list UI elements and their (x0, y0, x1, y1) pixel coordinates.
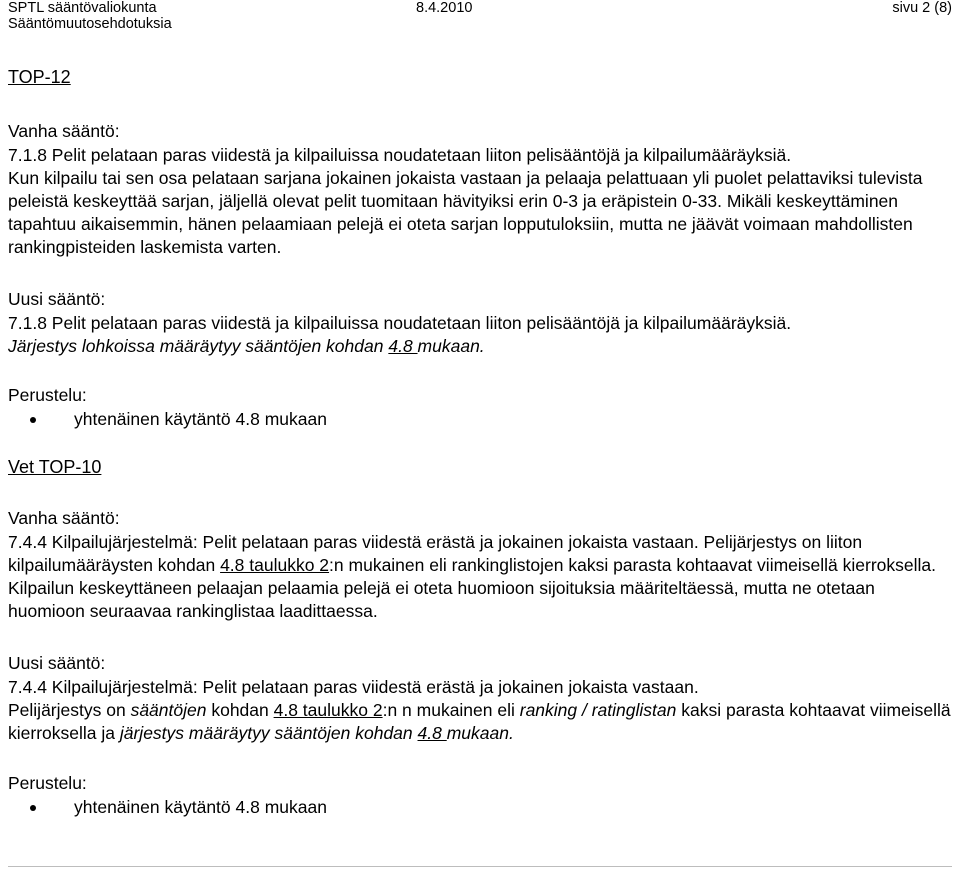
section1-reason-label: Perustelu: (8, 385, 87, 405)
section2-new-italic-4: mukaan. (446, 723, 514, 743)
section2-new-text-a: Pelijärjestys on (8, 700, 131, 720)
section2-old-text-b: :n mukainen eli rankinglistojen kaksi parasta kohtaavat viimeisellä kierroksella. Kilpailun keskeyttäneen pelaajan pelaamia pelejä ei oteta huomioon sijoituksia määriteltäessä, mutta ne otetaan huomioon seuraavaa rankinglistaa laadittaessa. (8, 555, 937, 621)
section1-title: TOP-12 (8, 67, 71, 87)
section1-old-para2: Kun kilpailu tai sen osa pelataan sarjana jokainen jokaista vastaan ja pelaaja pelattuaan yli puolet pelattaviksi tulevista peleistä keskeyttää sarjan, jäljellä olevat pelit tuomitaan hävityiksi erin 0-3 ja eräpistein 0-33. Mikäli keskeyttäminen tapahtuu aikaisemmin, hänen pelaamiaan pelejä ei oteta sarjan lopputuloksiin, mutta ne jäävät voimaan mahdollisten rankingpisteiden laskemista varten. (8, 168, 923, 257)
section1-new-line2 (8, 335, 954, 358)
section1-new-line1: 7.1.8 Pelit pelataan paras viidestä ja kilpailuissa noudatetaan liiton pelisääntöjä ja kilpailumääräyksiä. (8, 313, 792, 333)
section2-rule-reference-link[interactable]: 4.8 (417, 723, 447, 743)
section2-old-table-link[interactable]: 4.8 taulukko 2 (220, 555, 330, 575)
section1-new-rule (8, 312, 954, 358)
section2-new-text-c: :n n mukainen eli (382, 700, 520, 720)
section2-new-italic-2: ranking / ratinglistan (519, 700, 677, 720)
section2-new-text-d: kaksi parasta kohtaavat viimeisellä kierroksella ja (8, 700, 951, 743)
header-doc-type: Sääntömuutosehdotuksia (8, 16, 172, 32)
section2-new-text-b: kohdan (206, 700, 274, 720)
section1-reason-list (8, 408, 954, 431)
section2-reason-label: Perustelu: (8, 773, 87, 793)
section2-title: Vet TOP-10 (8, 457, 102, 477)
section2-new-line1: 7.4.4 Kilpailujärjestelmä: Pelit pelataan paras viidestä erästä ja jokainen jokaista vastaan. (8, 677, 699, 697)
section1-old-line1: 7.1.8 Pelit pelataan paras viidestä ja kilpailuissa noudatetaan liiton pelisääntöjä ja kilpailumääräyksiä. (8, 145, 792, 165)
section2-new-table-link[interactable]: 4.8 taulukko 2 (273, 700, 383, 720)
section2-new-rule (8, 676, 954, 745)
section1-new-label: Uusi sääntö: (8, 289, 106, 309)
section2-reason-item: yhtenäinen käytäntö 4.8 mukaan (8, 796, 954, 819)
section2-new-label: Uusi sääntö: (8, 653, 106, 673)
page-header (8, 0, 952, 32)
section1-reason-item: yhtenäinen käytäntö 4.8 mukaan (8, 408, 954, 431)
section1-old-rule (8, 144, 954, 259)
section2-old-para (8, 531, 954, 623)
section2-new-italic-1: sääntöjen (130, 700, 207, 720)
section2-reason-list (8, 796, 954, 819)
section2-old-text-a: 7.4.4 Kilpailujärjestelmä: Pelit pelataan paras viidestä erästä ja jokainen jokaista vastaan. Pelijärjestys on liiton kilpailumääräysten kohdan (8, 532, 863, 575)
header-page-number: sivu 2 (8) (892, 0, 952, 16)
section1-old-label: Vanha sääntö: (8, 121, 120, 141)
section2-new-para (8, 699, 954, 745)
section2-old-label: Vanha sääntö: (8, 508, 120, 528)
section1-new-line2-text: Järjestys lohkoissa määräytyy sääntöjen kohdan (8, 336, 389, 356)
section1-new-line2-end: mukaan. (417, 336, 485, 356)
header-date: 8.4.2010 (416, 0, 473, 16)
header-org: SPTL sääntövaliokunta (8, 0, 157, 16)
section2-old-rule (8, 531, 954, 623)
section2-new-italic-3: järjestys määräytyy sääntöjen kohdan (119, 723, 418, 743)
page-bottom-divider (8, 866, 952, 867)
section1-rule-reference-link[interactable]: 4.8 (388, 336, 418, 356)
